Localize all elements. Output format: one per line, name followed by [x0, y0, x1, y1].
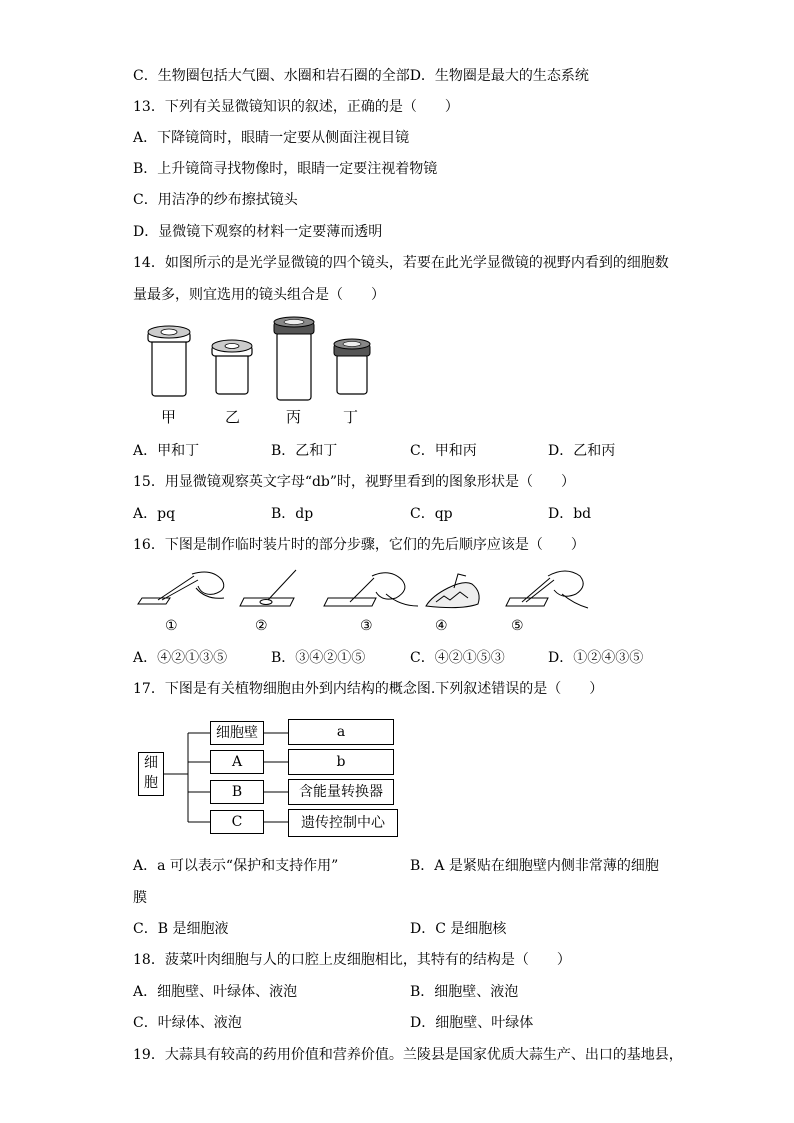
q18-option-d: D．细胞壁、叶绿体: [410, 1015, 534, 1031]
step-label-1: ①: [165, 618, 178, 634]
lens-jia-icon: [148, 326, 190, 396]
concept-box-B: B: [210, 780, 264, 804]
q13-stem: 13．下列有关显微镜知识的叙述，正确的是（ ）: [133, 99, 459, 115]
q18-stem: 18．菠菜叶肉细胞与人的口腔上皮细胞相比，其特有的结构是（ ）: [133, 952, 571, 968]
q13-option-d: D．显微镜下观察的材料一定要薄而透明: [133, 224, 383, 240]
q17-option-b: B．A 是紧贴在细胞壁内侧非常薄的细胞: [410, 858, 659, 874]
q15-option-d: D．bd: [548, 506, 592, 522]
q14-option-a: A．甲和丁: [133, 443, 200, 459]
q16-option-c: C．④②①⑤③: [410, 650, 505, 666]
step-label-3: ③: [360, 618, 373, 634]
concept-root-cell: 细胞: [138, 752, 164, 796]
q16-steps-figure: [136, 566, 596, 616]
q14-option-d: D．乙和丙: [548, 443, 616, 459]
q16-option-b: B．③④②①⑤: [271, 650, 366, 666]
q12-option-cd: C．生物圈包括大气圈、水圈和岩石圈的全部D．生物圈是最大的生态系统: [133, 68, 589, 84]
lens-bing-icon: [274, 317, 314, 400]
q13-option-c: C．用洁净的纱布擦拭镜头: [133, 192, 298, 208]
q17-option-a: A．a 可以表示“保护和支持作用”: [133, 858, 339, 874]
q16-stem: 16．下图是制作临时装片时的部分步骤，它们的先后顺序应该是（ ）: [133, 537, 585, 553]
concept-box-C: C: [210, 810, 264, 834]
step-label-2: ②: [255, 618, 268, 634]
q14-stem-line2: 量最多，则宜选用的镜头组合是（ ）: [133, 287, 385, 303]
lens-ding-icon: [334, 339, 370, 394]
lens-label-ding: 丁: [343, 408, 359, 426]
q16-option-a: A．④②①③⑤: [133, 650, 228, 666]
concept-box-cell-wall: 细胞壁: [210, 721, 264, 745]
concept-box-energy: 含能量转换器: [288, 779, 394, 805]
concept-box-a: a: [288, 719, 394, 745]
concept-box-A: A: [210, 750, 264, 774]
lens-label-jia: 甲: [161, 408, 177, 426]
step1-icon: [138, 572, 224, 604]
q15-option-b: B．dp: [271, 506, 314, 522]
q14-lens-figure: [140, 318, 380, 398]
step4-icon: [426, 574, 479, 608]
lens-yi-icon: [212, 340, 252, 394]
q15-stem: 15．用显微镜观察英文字母“db”时，视野里看到的图象形状是（ ）: [133, 474, 576, 490]
lens-label-yi: 乙: [225, 408, 241, 426]
step-label-4: ④: [435, 618, 448, 634]
q19-stem: 19．大蒜具有较高的药用价值和营养价值。兰陵县是国家优质大蒜生产、出口的基地县，: [133, 1047, 683, 1063]
step3-icon: [324, 573, 418, 606]
q16-option-d: D．①②④③⑤: [548, 650, 644, 666]
q17-option-b-wrap: 膜: [133, 890, 147, 906]
q14-option-b: B．乙和丁: [271, 443, 338, 459]
q17-option-d: D．C 是细胞核: [410, 921, 507, 937]
concept-box-genetic: 遗传控制中心: [288, 809, 398, 837]
q15-option-c: C．qp: [410, 506, 453, 522]
step5-icon: [506, 571, 588, 608]
q14-stem-line1: 14．如图所示的是光学显微镜的四个镜头，若要在此光学显微镜的视野内看到的细胞数: [133, 255, 669, 271]
step2-icon: [240, 570, 296, 606]
q17-concept-lines: [0, 0, 300, 140]
q17-stem: 17．下图是有关植物细胞由外到内结构的概念图.下列叙述错误的是（ ）: [133, 681, 604, 697]
step-label-5: ⑤: [511, 618, 524, 634]
q18-option-c: C．叶绿体、液泡: [133, 1015, 242, 1031]
q17-option-c: C．B 是细胞液: [133, 921, 229, 937]
concept-box-b: b: [288, 749, 394, 775]
q18-option-b: B．细胞壁、液泡: [410, 984, 519, 1000]
q14-option-c: C．甲和丙: [410, 443, 477, 459]
q13-option-b: B．上升镜筒寻找物像时，眼睛一定要注视着物镜: [133, 161, 438, 177]
q15-option-a: A．pq: [133, 506, 176, 522]
q18-option-a: A．细胞壁、叶绿体、液泡: [133, 984, 298, 1000]
q13-option-a: A．下降镜筒时，眼睛一定要从侧面注视目镜: [133, 130, 410, 146]
lens-label-bing: 丙: [286, 408, 302, 426]
